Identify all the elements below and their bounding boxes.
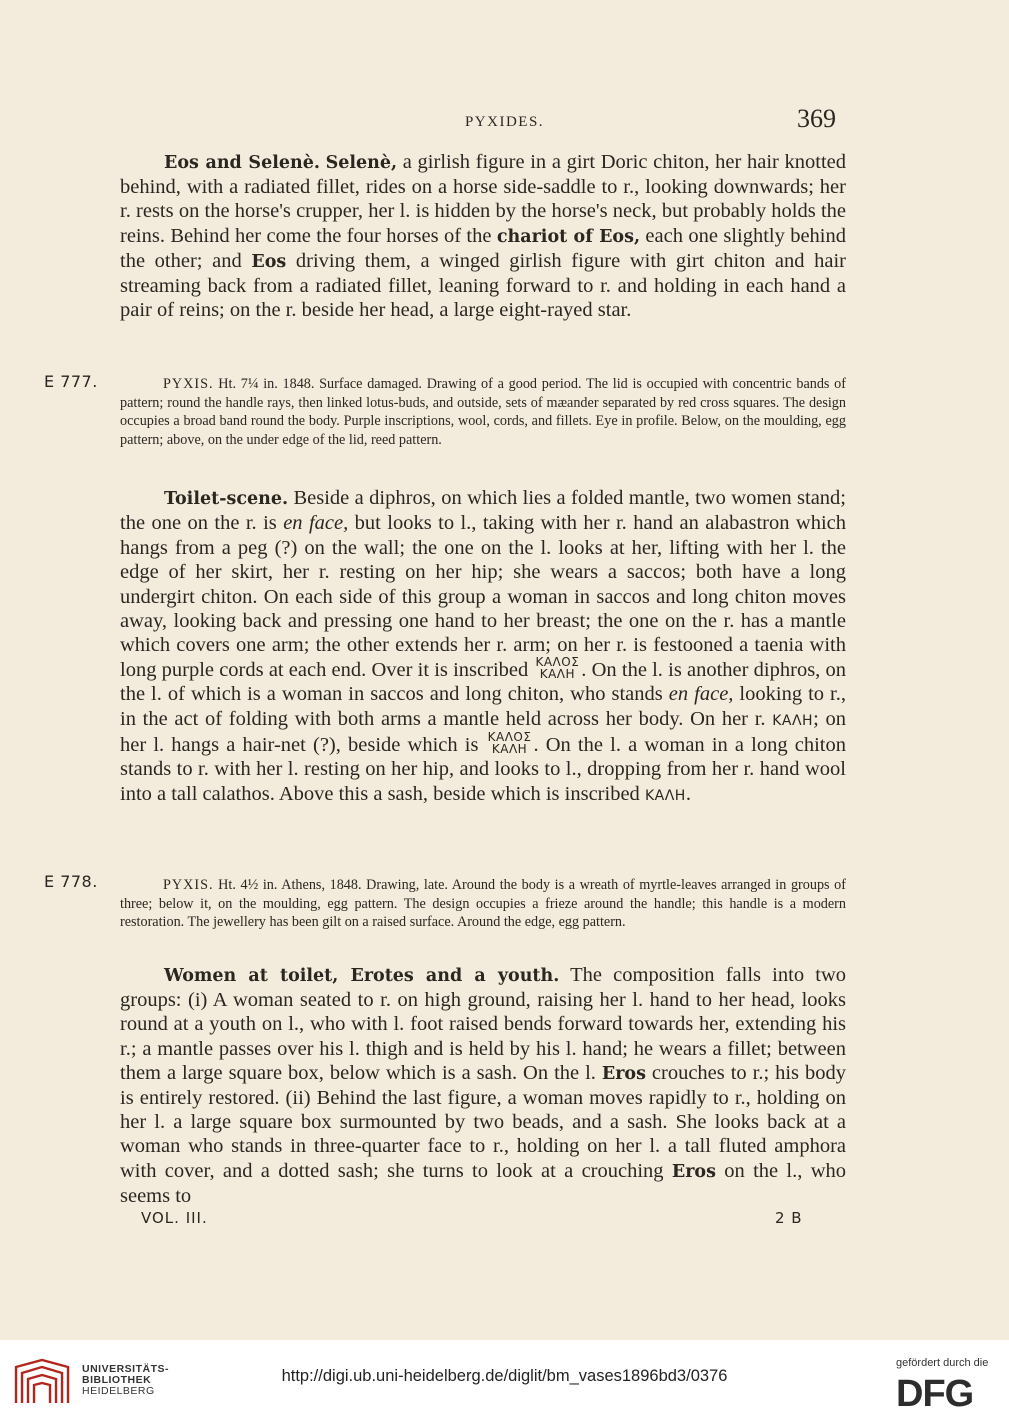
entry-description-women-at-toilet: Women at toilet, Erotes and a youth. The composition falls into two groups: (i) A woman seated to r. on high ground, raising her l. hand to her head, looks round at a youth on l., who with l. foot raised bends forward towards her, extending his r.; a mantle passes over his l. thigh and is held by his l. hand; he wears a fillet; between them a large square box, below which is a sash. On the l. Eros crouches to r.; his body is entirely restored. (ii) Behind the last figure, a woman moves rapidly to r., holding on her l. a large square box surmounted by two beads, and a sash. She looks back at a woman who stands in three-quarter face to r., holding on her l. a tall fluted amphora with cover, and a dotted sash; she turns to look at a crouching Eros on the l., who seems to [120,964,847,1207]
entry-note-e777: PYXIS. Ht. 7¼ in. 1848. Surface damaged. Drawing of a good period. The lid is occupied with concentric bands of pattern; round the handle rays, then linked lotus-buds, and outside, sets of mæander separated by red cross squares. The design occupies a broad band round the body. Purple inscriptions, wool, cords, and fillets. Eye in profile. Below, on the moulding, egg pattern; above, on the under edge of the lid, reed pattern. [120,376,846,448]
dfg-logo[interactable]: DFG [896,1373,974,1415]
volume-label: VOL. III. [141,1209,208,1227]
greek-inscription: ΚΑΛΗ [772,712,814,729]
page-footer [0,1209,1009,1239]
entry-description-eos-selene: Eos and Selenè. Selenè, a girlish figure in a girt Doric chiton, her hair knotted behind, with a radiated fillet, rides on a horse side-saddle to r., looking downwards; her r. rests on the horse's crupper, her l. is hidden by the horse's neck, but probably holds the reins. Behind her come the four horses of the chariot of Eos, each one slightly behind the other; and Eos driving them, a winged girlish figure with girt chiton and hair streaming back from a radiated fillet, leaning forward to r. and holding in each hand a pair of reins; on the r. beside her head, a large eight-rayed star. [120,151,847,322]
catalogue-number-e778: E 778. [44,872,98,891]
page-number: 369 [797,104,836,133]
university-library-name: UNIVERSITÄTS- BIBLIOTHEK HEIDELBERG [82,1363,170,1397]
entry-heading: Women at toilet, Erotes and a youth. [164,966,560,986]
greek-inscription: ΚΑΛΟΣ ΚΑΛΗ [487,730,532,757]
entry-note-e778: PYXIS. Ht. 4½ in. Athens, 1848. Drawing, late. Around the body is a wreath of myrtle-leaves arranged in groups of three; below it, on the moulding, egg pattern. The design occupies a frieze around the handle; this handle is a modern restoration. The jewellery has been gilt on a raised surface. Around the edge, egg pattern. [120,877,846,931]
printer-signature: 2 B [775,1209,803,1227]
greek-inscription: ΚΑΛΟΣ ΚΑΛΗ [535,655,580,682]
permalink-url[interactable]: http://digi.ub.uni-heidelberg.de/diglit/bm_vases1896bd3/0376 [281,1367,728,1385]
running-title: PYXIDES. [464,114,545,130]
catalogue-number-e777: E 777. [44,372,98,391]
entry-heading: Eos and Selenè. [164,153,320,173]
entry-description-toilet-scene: Toilet-scene. Beside a diphros, on which lies a folded mantle, two women stand; the one on the r. is en face, but looks to l., taking with her r. hand an alabastron which hangs from a peg (?) on the wall; the one on the l. looks at her, lifting with her l. the edge of her skirt, her r. resting on her hip; she wears a saccos; both have a long undergirt chiton. On each side of this group a woman in saccos and long chiton moves away, looking back and pressing one hand to her breast; the one on the r. has a mantle which covers one arm; the other extends her r. arm; on her r. is festooned a taenia with long purple cords at each end. Over it is inscribed ΚΑΛΟΣ ΚΑΛΗ . On the l. is another diphros, on the l. of which is a woman in saccos and long chiton, who stands en face, looking to r., in the act of folding with both arms a mantle held across her body. On her r. ΚΑΛΗ; on her l. hangs a hair-net (?), beside which is ΚΑΛΟΣ ΚΑΛΗ . On the l. a woman in a long chiton stands to r. with her l. resting on her hip, and looks to l., dropping from her r. hand wool into a tall calathos. Above this a sash, beside which is inscribed ΚΑΛΗ. [120,487,847,805]
entry-heading: Toilet-scene. [164,489,289,509]
greek-inscription: ΚΑΛΗ [644,787,686,804]
funded-by-label: gefördert durch die [896,1357,989,1369]
